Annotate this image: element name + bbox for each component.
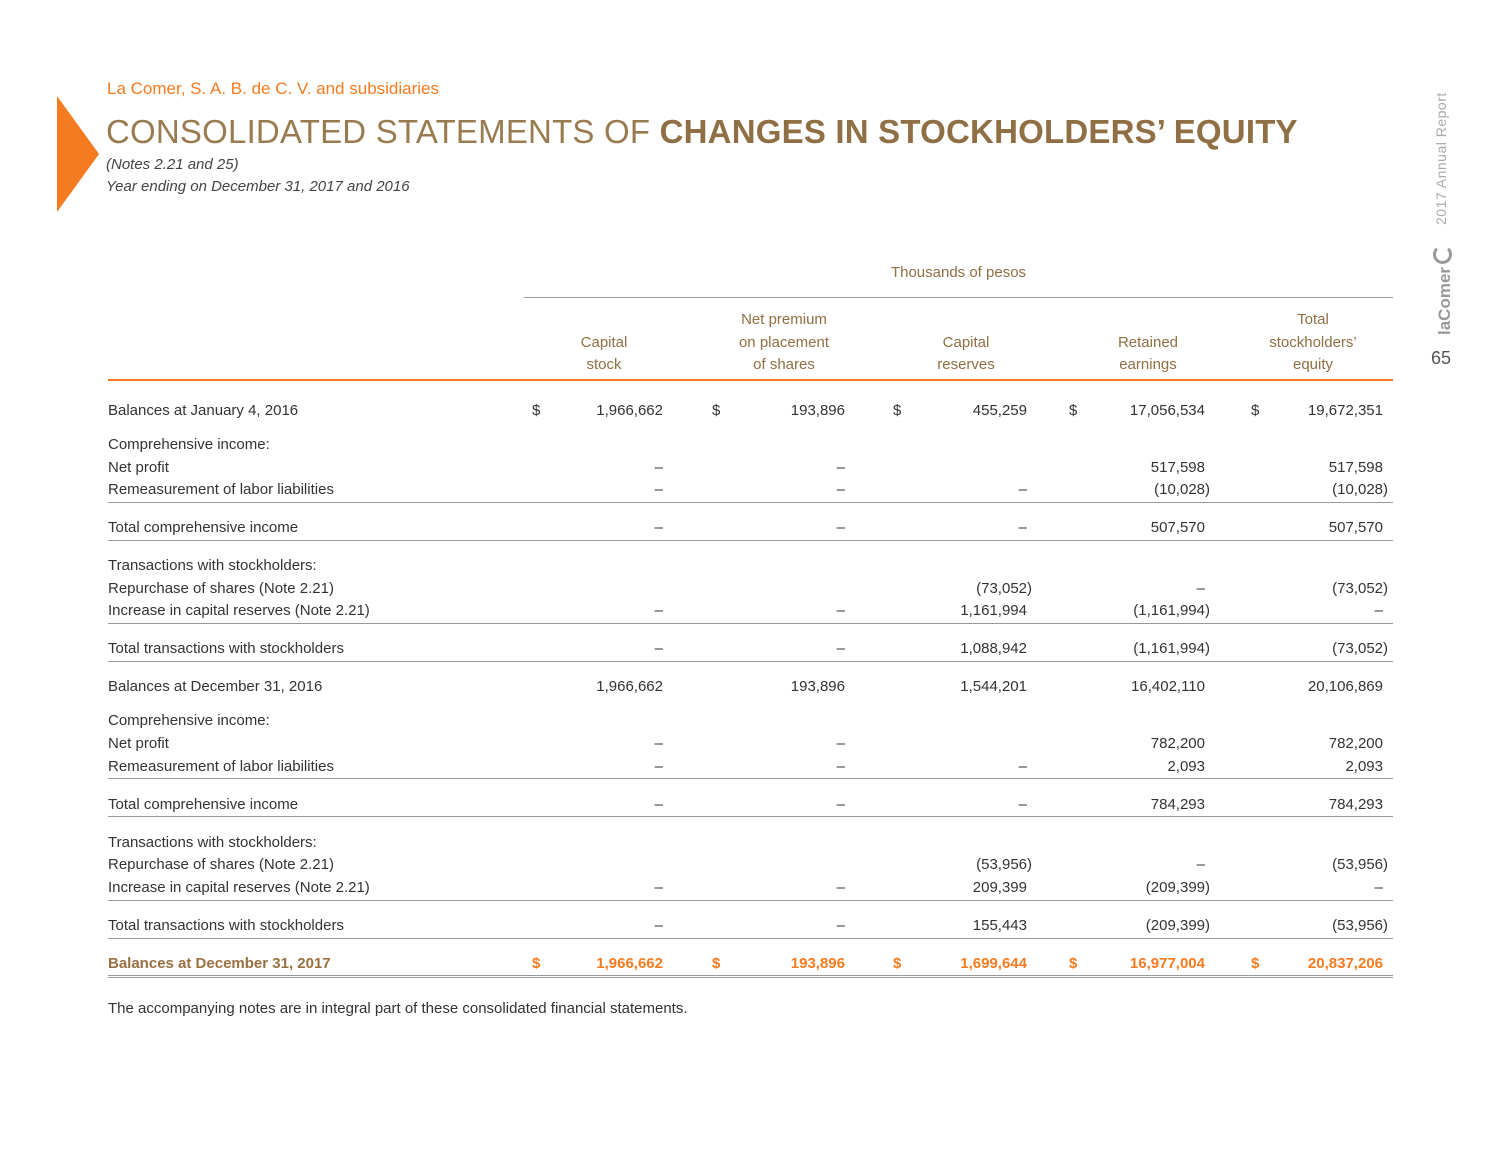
currency-symbol: $ [893, 402, 902, 419]
row-divider [108, 938, 1393, 939]
table-cell: – [836, 640, 845, 657]
table-cell: (73,052) [976, 580, 1032, 597]
table-row [0, 400, 1500, 422]
table-row [0, 517, 1500, 539]
column-header [886, 309, 1046, 377]
table-cell: 1,699,644 [960, 955, 1027, 972]
table-cell: 20,106,869 [1307, 678, 1383, 695]
currency-symbol: $ [1069, 955, 1078, 972]
table-row [0, 434, 1500, 456]
table-cell: 1,088,942 [960, 640, 1027, 657]
units-divider [524, 297, 1393, 298]
logo-icon [1433, 245, 1452, 264]
units-label: Thousands of pesos [890, 264, 1027, 281]
table-cell: – [654, 481, 663, 498]
table-row [0, 832, 1500, 854]
column-header-line: Capital [580, 333, 628, 351]
table-row [0, 756, 1500, 778]
table-cell: – [1018, 519, 1027, 536]
table-cell: (209,399) [1145, 917, 1210, 934]
row-label: Increase in capital reserves (Note 2.21) [108, 602, 370, 619]
column-header [1068, 309, 1228, 377]
table-cell: (53,956) [1332, 917, 1388, 934]
column-header [1233, 309, 1393, 377]
table-row [0, 794, 1500, 816]
table-cell: 2,093 [1167, 758, 1205, 775]
table-cell: 1,544,201 [960, 678, 1027, 695]
table-cell: – [1018, 796, 1027, 813]
column-header [704, 309, 864, 377]
table-cell: (209,399) [1145, 879, 1210, 896]
table-cell: 1,966,662 [596, 678, 663, 695]
currency-symbol: $ [532, 955, 541, 972]
lacomer-logo [1433, 245, 1455, 335]
row-divider [108, 900, 1393, 901]
table-cell: – [1018, 481, 1027, 498]
table-cell: (10,028) [1332, 481, 1388, 498]
column-header-line: stock [586, 356, 622, 373]
logo-text: laComer [1435, 266, 1454, 335]
table-cell: – [1018, 758, 1027, 775]
table-row [0, 915, 1500, 937]
row-label: Comprehensive income: [108, 712, 270, 729]
header-divider [108, 379, 1393, 381]
table-row [0, 877, 1500, 899]
table-cell: 784,293 [1328, 796, 1383, 813]
table-cell: 507,570 [1150, 519, 1205, 536]
table-cell: 517,598 [1328, 459, 1383, 476]
table-cell: 782,200 [1328, 735, 1383, 752]
table-cell: – [836, 735, 845, 752]
row-divider [108, 778, 1393, 779]
table-cell: – [836, 519, 845, 536]
row-label: Total transactions with stockholders [108, 640, 344, 657]
column-header-line: reserves [937, 356, 995, 373]
table-row [0, 600, 1500, 622]
row-label: Balances at December 31, 2017 [108, 955, 331, 972]
table-cell: 193,896 [790, 955, 845, 972]
table-row [0, 638, 1500, 660]
table-cell: (73,052) [1332, 640, 1388, 657]
table-cell: – [836, 917, 845, 934]
page-title [106, 112, 1298, 152]
currency-symbol: $ [712, 955, 721, 972]
table-cell: – [654, 917, 663, 934]
row-label: Transactions with stockholders: [108, 557, 317, 574]
table-cell: – [1196, 580, 1205, 597]
currency-symbol: $ [1251, 402, 1260, 419]
row-label: Total comprehensive income [108, 519, 299, 536]
row-label: Repurchase of shares (Note 2.21) [108, 580, 334, 597]
table-row [0, 710, 1500, 732]
currency-symbol: $ [532, 402, 541, 419]
table-cell: – [836, 481, 845, 498]
table-row [0, 953, 1500, 975]
row-label: Balances at January 4, 2016 [108, 402, 299, 419]
title-light: CONSOLIDATED STATEMENTS OF [106, 113, 660, 150]
table-row [0, 479, 1500, 501]
column-header-line [1068, 309, 1228, 332]
table-cell: 782,200 [1150, 735, 1205, 752]
table-cell: 1,966,662 [596, 955, 663, 972]
currency-symbol: $ [1069, 402, 1078, 419]
table-cell: – [1374, 602, 1383, 619]
table-row [0, 733, 1500, 755]
footnote: The accompanying notes are in integral part of these consolidated financial statements. [108, 1000, 688, 1017]
table-cell: 16,977,004 [1129, 955, 1205, 972]
table-cell: 193,896 [790, 678, 845, 695]
table-cell: – [654, 879, 663, 896]
row-divider [108, 816, 1393, 817]
table-cell: 19,672,351 [1307, 402, 1383, 419]
orange-arrow-marker [57, 96, 99, 212]
row-divider [108, 661, 1393, 662]
annual-report-label: 2017 Annual Report [1433, 92, 1449, 225]
row-divider [108, 540, 1393, 541]
column-header-line: Retained [1117, 333, 1179, 351]
row-label: Transactions with stockholders: [108, 834, 317, 851]
column-header-line: stockholders’ [1269, 333, 1357, 351]
table-row [0, 457, 1500, 479]
page-number: 65 [1431, 348, 1452, 368]
currency-symbol: $ [712, 402, 721, 419]
table-cell: 155,443 [972, 917, 1027, 934]
table-cell: 507,570 [1328, 519, 1383, 536]
column-header-line: earnings [1119, 356, 1177, 373]
column-header-line: of shares [753, 356, 815, 373]
table-cell: 517,598 [1150, 459, 1205, 476]
company-name: La Comer, S. A. B. de C. V. and subsidiaries [107, 79, 439, 98]
table-cell: – [1196, 856, 1205, 873]
table-cell: – [836, 879, 845, 896]
table-row [0, 676, 1500, 698]
row-label: Total comprehensive income [108, 796, 299, 813]
column-header-line: Total [1297, 311, 1329, 328]
table-row [0, 854, 1500, 876]
column-header-line [524, 309, 684, 332]
row-label: Balances at December 31, 2016 [108, 678, 323, 695]
table-cell: 1,966,662 [596, 402, 663, 419]
table-cell: – [836, 758, 845, 775]
table-cell: 193,896 [790, 402, 845, 419]
period: Year ending on December 31, 2017 and 2016 [106, 178, 410, 195]
row-divider [108, 502, 1393, 503]
title-bold: CHANGES IN STOCKHOLDERS’ EQUITY [659, 113, 1298, 150]
currency-symbol: $ [1251, 955, 1260, 972]
table-cell: (73,052) [1332, 580, 1388, 597]
table-cell: 1,161,994 [960, 602, 1027, 619]
table-cell: – [836, 459, 845, 476]
table-cell: 784,293 [1150, 796, 1205, 813]
row-label: Remeasurement of labor liabilities [108, 758, 334, 775]
column-header-line: equity [1292, 356, 1334, 373]
table-cell: – [654, 519, 663, 536]
table-cell: 2,093 [1345, 758, 1383, 775]
table-cell: – [654, 459, 663, 476]
row-label: Net profit [108, 459, 169, 476]
row-label: Repurchase of shares (Note 2.21) [108, 856, 334, 873]
table-cell: 20,837,206 [1307, 955, 1383, 972]
table-cell: – [654, 735, 663, 752]
table-cell: – [654, 640, 663, 657]
column-header-line [886, 309, 1046, 332]
table-row [0, 578, 1500, 600]
table-cell: – [836, 796, 845, 813]
table-cell: – [836, 602, 845, 619]
table-cell: (1,161,994) [1133, 602, 1210, 619]
table-cell: 209,399 [972, 879, 1027, 896]
column-header [524, 309, 684, 377]
row-label: Net profit [108, 735, 169, 752]
table-cell: (53,956) [1332, 856, 1388, 873]
table-cell: – [654, 758, 663, 775]
table-cell: (10,028) [1154, 481, 1210, 498]
table-cell: 17,056,534 [1129, 402, 1205, 419]
table-cell: – [1374, 879, 1383, 896]
notes-ref: (Notes 2.21 and 25) [106, 156, 239, 173]
table-cell: (1,161,994) [1133, 640, 1210, 657]
row-label: Total transactions with stockholders [108, 917, 344, 934]
table-row [0, 555, 1500, 577]
table-cell: – [654, 602, 663, 619]
row-label: Comprehensive income: [108, 436, 270, 453]
table-cell: – [654, 796, 663, 813]
table-cell: 16,402,110 [1131, 678, 1205, 695]
row-divider [108, 623, 1393, 624]
column-header-line: Net premium [741, 311, 827, 328]
table-cell: 455,259 [972, 402, 1027, 419]
column-header-line: on placement [738, 333, 830, 351]
total-double-rule [108, 975, 1393, 978]
currency-symbol: $ [893, 955, 902, 972]
table-cell: (53,956) [976, 856, 1032, 873]
row-label: Remeasurement of labor liabilities [108, 481, 334, 498]
row-label: Increase in capital reserves (Note 2.21) [108, 879, 370, 896]
column-header-line: Capital [942, 333, 990, 351]
